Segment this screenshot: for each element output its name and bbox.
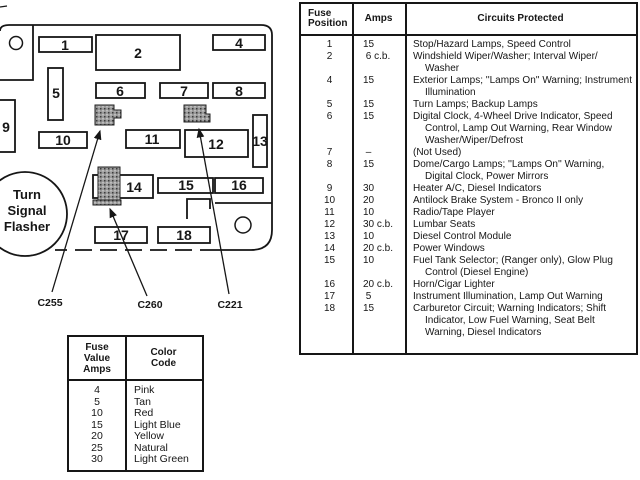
color-table-header-row — [69, 337, 202, 379]
color-row — [69, 454, 202, 466]
fuse-15-label: 15 — [178, 177, 194, 193]
flasher-label-line3: Flasher — [3, 219, 51, 234]
fuse-position: 11 — [324, 207, 335, 218]
fuse-6-label: 6 — [116, 83, 124, 99]
fuse-circuits: Exterior Lamps; ''Lamps On'' Warning; Instrument Illumination — [413, 75, 633, 98]
connector-c260-block — [98, 167, 120, 200]
fuse-amps: 15 — [363, 159, 375, 170]
color-table-body — [69, 379, 202, 466]
header-fuse-position: Fuse Position — [308, 7, 348, 29]
fuse-position: 13 — [323, 231, 336, 242]
fuse-amps: 10 — [363, 207, 375, 218]
color-row — [69, 431, 202, 443]
fuse-13-label: 13 — [252, 133, 268, 149]
header-amps: Amps — [364, 12, 393, 24]
fuse-position: 18 — [323, 303, 336, 314]
fuse-14-label: 14 — [126, 179, 142, 195]
fuse-circuits: (Not Used) — [413, 147, 462, 158]
fuse-circuits: Radio/Tape Player — [413, 207, 495, 218]
fuse-position: 17 — [323, 291, 336, 302]
fuse-amps: 15 — [363, 303, 375, 314]
mount-hole-top-left — [10, 37, 23, 50]
color-row-amps: 5 — [94, 395, 100, 408]
fuse-amps: 15 — [363, 111, 375, 122]
fuse-2-label: 2 — [134, 45, 142, 61]
fuse-amps: 10 — [363, 231, 375, 242]
connector-c255-block — [95, 105, 121, 125]
fuse-panel-diagram — [0, 0, 300, 320]
column-divider-1 — [352, 4, 354, 353]
fuse-circuits: Antilock Brake System - Bronco II only — [413, 195, 584, 206]
color-row-amps: 4 — [94, 384, 100, 396]
fuse-position: 1 — [326, 39, 333, 50]
header-fuse-value-amps: Fuse Value Amps — [83, 341, 111, 375]
color-row-name: Tan — [134, 395, 151, 408]
column-divider-2 — [405, 4, 407, 353]
fuse-position: 16 — [323, 279, 336, 290]
fuse-17-label: 17 — [113, 227, 129, 243]
fuse-position: 5 — [326, 99, 333, 110]
arrow-c260 — [110, 209, 147, 296]
color-row-name: Light Green — [134, 453, 189, 465]
fuse-amps: 20 — [363, 195, 375, 206]
fuse-amps: 5 — [363, 291, 372, 302]
fuse-position: 8 — [326, 159, 333, 170]
fuse-position: 12 — [323, 219, 336, 230]
fuse-position: 4 — [326, 75, 333, 86]
fuse-12-label: 12 — [208, 136, 224, 152]
color-table-divider — [125, 337, 127, 470]
fuse-circuits: Diesel Control Module — [413, 231, 512, 242]
header-circuits-protected: Circuits Protected — [477, 12, 564, 24]
color-row-name: Light Blue — [134, 418, 181, 431]
fuse-8-label: 8 — [235, 83, 243, 99]
connector-c260-strip — [93, 200, 121, 205]
color-row-amps: 20 — [91, 430, 103, 442]
fuse-circuits: Digital Clock, 4-Wheel Drive Indicator, Speed Control, Lamp Out Warning, Rear Window Washer/Wiper/Defrost — [413, 111, 613, 146]
flasher-label-line2: Signal — [7, 203, 47, 218]
fuse-circuits: Carburetor Circuit; Warning Indicators; Shift Indicator, Low Fuel Warning, Seat Belt Warning, Diesel Indicators — [413, 303, 607, 338]
fuse-amps: 15 — [363, 75, 375, 86]
fuse-circuits: Heater A/C, Diesel Indicators — [413, 183, 542, 194]
fuse-circuits: Lumbar Seats — [413, 219, 476, 230]
connector-label-c260: C260 — [137, 299, 163, 311]
fuse-position: 9 — [326, 183, 333, 194]
panel-edge-tick — [0, 6, 7, 7]
panel-step-bracket — [187, 199, 210, 219]
color-row-name: Red — [134, 407, 154, 419]
color-row — [69, 385, 202, 397]
color-row-name: Pink — [134, 384, 155, 396]
fuse-position: 7 — [326, 147, 333, 158]
fuse-position: 15 — [323, 255, 336, 266]
fuse-amps: 10 — [363, 255, 375, 266]
fuse-amps: – — [363, 147, 372, 158]
panel-mount-tab — [0, 25, 33, 80]
fuse-9-label: 9 — [2, 119, 10, 135]
color-row-name: Yellow — [134, 430, 164, 442]
fuse-circuits: Instrument Illumination, Lamp Out Warning — [413, 291, 603, 302]
fuse-position: 14 — [323, 243, 336, 254]
fuse-1-label: 1 — [61, 37, 69, 53]
fuse-10-label: 10 — [55, 132, 71, 148]
fuse-circuits: Fuel Tank Selector; (Ranger only), Glow Plug Control (Diesel Engine) — [413, 255, 613, 278]
fuse-circuits: Horn/Cigar Lighter — [413, 279, 495, 290]
fuse-position: 10 — [323, 195, 336, 206]
connector-c221-block — [184, 105, 210, 122]
fuse-amps: 15 — [363, 39, 375, 50]
fuse-4-label: 4 — [235, 35, 243, 51]
mount-hole-bottom-right — [235, 217, 251, 233]
fuse-7-label: 7 — [180, 83, 188, 99]
fuse-11-label: 11 — [144, 131, 160, 147]
flasher-label-line1: Turn — [13, 187, 41, 202]
fuse-amps: 20 c.b. — [363, 279, 394, 290]
connector-label-c255: C255 — [37, 297, 63, 309]
fuse-18-label: 18 — [176, 227, 192, 243]
color-row-amps: 10 — [91, 407, 103, 419]
fuse-color-code-table — [67, 335, 204, 472]
fuse-amps: 20 c.b. — [363, 243, 394, 254]
fuse-amps: 15 — [363, 99, 375, 110]
color-row-amps: 30 — [91, 453, 103, 465]
fuse-circuits: Dome/Cargo Lamps; ''Lamps On'' Warning, Digital Clock, Power Mirrors — [413, 159, 605, 182]
fuse-amps: 30 c.b. — [363, 219, 394, 230]
fuse-circuits: Turn Lamps; Backup Lamps — [413, 99, 538, 110]
fuse-circuits: Windshield Wiper/Washer; Interval Wiper/ Washer — [413, 51, 598, 74]
fuse-position: 2 — [326, 51, 333, 62]
header-color-code: Color Code — [150, 347, 177, 369]
fuse-5-label: 5 — [52, 85, 60, 101]
fuse-amps: 30 — [363, 183, 375, 194]
fuse-position: 6 — [326, 111, 333, 122]
fuse-circuits: Stop/Hazard Lamps, Speed Control — [413, 39, 571, 50]
color-row — [69, 408, 202, 420]
fuse-circuits: Power Windows — [413, 243, 485, 254]
fuse-16-label: 16 — [231, 177, 247, 193]
color-row-name: Natural — [134, 441, 168, 454]
header-divider — [301, 34, 636, 36]
fuse-circuits-table — [299, 2, 638, 355]
color-table-header-divider — [69, 379, 202, 381]
connector-label-c221: C221 — [217, 299, 243, 311]
color-row-amps: 25 — [91, 441, 103, 454]
color-row-amps: 15 — [91, 418, 103, 431]
fuse-amps: 6 c.b. — [363, 51, 391, 62]
